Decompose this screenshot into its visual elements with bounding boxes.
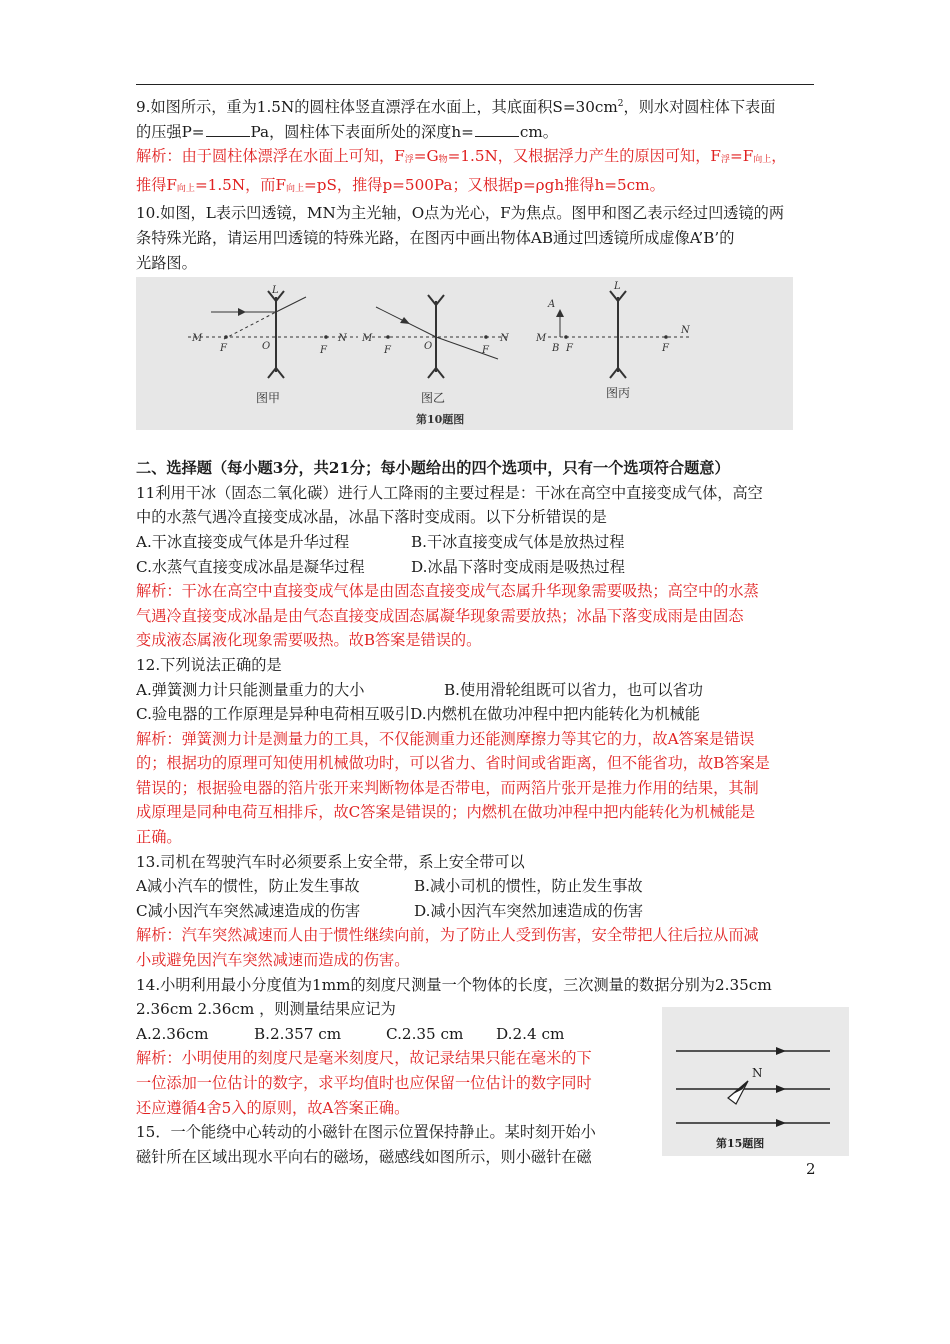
q13-option-a[interactable]: A减小汽车的惯性，防止发生事故 (136, 877, 360, 896)
q14-option-b[interactable]: B.2.357 cm (254, 1024, 342, 1043)
answer-blank-depth[interactable] (475, 120, 519, 137)
q11-answer-line2: 气遇冷直接变成冰晶是由气态直接变成固态属凝华现象需要放热；冰晶下落变成雨是由固态 (136, 606, 744, 625)
jia-arrow (238, 308, 246, 316)
field-arrow-2 (776, 1085, 786, 1093)
q12-answer-line4: 成原理是同种电荷互相排斥，故C答案是错误的；内燃机在做功冲程中把内能转化为机械能是 (136, 803, 756, 822)
q13-answer-line2: 小或避免因汽车突然减速而造成的伤害。 (136, 951, 410, 970)
q11-line2: 中的水蒸气遇冷直接变成冰晶，冰晶下落时变成雨。以下分析错误的是 (136, 508, 607, 527)
jia-label-n: N (338, 333, 347, 345)
yi-label-m: M (362, 333, 373, 345)
yi-lens-bottom (428, 368, 444, 378)
q9-line1: 9.如图所示，重为1.5N的圆柱体竖直漂浮在水面上，其底面积$S=30cm^2$，则水对圆柱体下表面 (136, 98, 776, 116)
q13-option-b[interactable]: B.减小司机的惯性，防止发生事故 (414, 877, 643, 896)
q11-option-c[interactable]: C.水蒸气直接变成冰晶是凝华过程 (136, 557, 365, 576)
header-rule (136, 84, 814, 85)
jia-label-o: O (262, 341, 271, 353)
answer-blank-pressure[interactable] (206, 120, 250, 137)
bing-label-f1: F (566, 343, 573, 355)
compass-label-n: N (752, 1066, 763, 1080)
q13-option-d[interactable]: D.减小因汽车突然加速造成的伤害 (414, 901, 644, 920)
figure-15-compass (662, 1007, 849, 1156)
jia-refracted-ray (276, 297, 306, 312)
q14-answer-line2: 一位添加一位估计的数字，求平均值时也应保留一位估计的数字同时 (136, 1074, 592, 1092)
bing-label-b: B (552, 343, 560, 355)
yi-label-f2: F (482, 345, 489, 357)
q14-line1: 14.小明利用最小分度值为1mm的刻度尺测量一个物体的长度，三次测量的数据分别为2.35cm (136, 975, 772, 994)
bing-label-l: L (614, 281, 621, 293)
figure-15-caption: 第15题图 (716, 1137, 765, 1150)
yi-arrow (400, 317, 410, 324)
yi-caption: 图乙 (421, 391, 446, 406)
jia-caption: 图甲 (256, 391, 281, 406)
q14-option-d[interactable]: D.2.4 cm (496, 1024, 565, 1043)
q15-line1: 15．一个能绕中心转动的小磁针在图示位置保持静止。某时刻开始小 (136, 1123, 596, 1142)
section-2-title: 二、选择题（每小题3分，共21分；每小题给出的四个选项中，只有一个选项符合题意） (136, 459, 730, 478)
bing-label-a: A (548, 299, 556, 311)
bing-object-arrow (556, 309, 564, 317)
q9-line2: 的压强P= Pa，圆柱体下表面所处的深度h= cm。 (136, 120, 816, 145)
q11-answer-line3: 变成液态属液化现象需要吸热。故B答案是错误的。 (136, 631, 482, 650)
q10-line1: 10.如图，L表示凹透镜，MN为主光轴，O点为光心，F为焦点。图甲和图乙表示经过凹透镜的两 (136, 204, 785, 223)
q14-answer-line3: 还应遵循4舍5入的原则，故A答案正确。 (136, 1098, 410, 1117)
q13-options-cd (136, 899, 816, 924)
q12-answer-line1: 解析：弹簧测力计是测量力的工具，不仅能测重力还能测摩擦力等其它的力，故A答案是错误 (136, 729, 755, 748)
yi-lens-top (428, 295, 444, 305)
q15-line2: 磁针所在区域出现水平向右的磁场，磁感线如图所示，则小磁针在磁 (136, 1147, 592, 1166)
field-arrow-1 (776, 1047, 786, 1055)
q9-answer-line2: 推得F向上=1.5N，而F向上=pS，推得p=500Pa；又根据p=ρgh推得h=5cm。 (136, 175, 665, 194)
q11-option-a[interactable]: A.干冰直接变成气体是升华过程 (136, 532, 350, 551)
q14-option-c[interactable]: C.2.35 cm (386, 1024, 464, 1043)
q12-options-cd[interactable]: C.验电器的工作原理是异种电荷相互吸引D.内燃机在做功冲程中把内能转化为机械能 (136, 705, 700, 724)
q14-option-a[interactable]: A.2.36cm (136, 1024, 209, 1043)
jia-label-l: L (272, 285, 279, 297)
q10-line3: 光路图。 (136, 253, 197, 272)
field-arrow-3 (776, 1119, 786, 1127)
q12-option-a[interactable]: A.弹簧测力计只能测量重力的大小 (136, 680, 365, 699)
q13-answer-line1: 解析：汽车突然减速而人由于惯性继续向前，为了防止人受到伤害，安全带把人往后拉从而减 (136, 926, 759, 945)
q13-line1: 13.司机在驾驶汽车时必须要系上安全带，系上安全带可以 (136, 852, 525, 871)
page-number: 2 (806, 1160, 816, 1178)
q12-answer-line5: 正确。 (136, 828, 182, 847)
q13-option-c[interactable]: C减小因汽车突然减速造成的伤害 (136, 901, 361, 920)
bing-label-m: M (536, 333, 547, 345)
yi-label-o: O (424, 341, 433, 353)
figure-10-concave-lens (136, 277, 793, 430)
yi-label-n: N (500, 333, 509, 345)
bing-caption: 图丙 (606, 386, 631, 401)
figure-10-caption: 第10题图 (416, 413, 465, 427)
q12-option-b[interactable]: B.使用滑轮组既可以省力，也可以省功 (444, 680, 703, 699)
q14-answer-line1: 解析：小明使用的刻度尺是毫米刻度尺，故记录结果只能在毫米的下 (136, 1049, 592, 1068)
q11-options-ab (136, 530, 816, 555)
q13-options-ab (136, 874, 816, 899)
jia-extension (224, 312, 276, 339)
jia-label-f1: F (220, 343, 227, 355)
bing-lens-bottom (610, 368, 626, 378)
q12-options-ab (136, 678, 816, 703)
q11-answer-line1: 解析：干冰在高空中直接变成气体是由固态直接变成气态属升华现象需要吸热；高空中的水蒸 (136, 582, 759, 601)
yi-label-f1: F (384, 345, 391, 357)
q9-answer-line1: 解析：由于圆柱体漂浮在水面上可知，F浮=G物=1.5N，又根据浮力产生的原因可知，F浮=F向上， (136, 147, 787, 166)
q10-line2: 条特殊光路，请运用凹透镜的特殊光路，在图丙中画出物体AB通过凹透镜所成虚像A’B’的 (136, 228, 735, 247)
q12-answer-line2: 的；根据功的原理可知使用机械做功时，可以省力、省时间或省距离，但不能省功，故B答案是 (136, 754, 770, 773)
q11-option-d[interactable]: D.冰晶下落时变成雨是吸热过程 (411, 557, 625, 576)
jia-label-m: M (192, 333, 203, 345)
q14-line2: 2.36cm 2.36cm ，则测量结果应记为 (136, 1000, 396, 1019)
q11-line1: 11利用干冰（固态二氧化碳）进行人工降雨的主要过程是：干冰在高空中直接变成气体，高空 (136, 483, 763, 502)
q12-answer-line3: 错误的；根据验电器的箔片张开来判断物体是否带电，而两箔片张开是推力作用的结果，其制 (136, 778, 759, 797)
bing-lens-top (610, 291, 626, 301)
jia-lens-bottom (268, 368, 284, 378)
q11-options-cd (136, 555, 816, 580)
bing-label-n: N (681, 325, 690, 337)
jia-label-f2: F (320, 345, 327, 357)
q12-line1: 12.下列说法正确的是 (136, 655, 282, 674)
bing-label-f2: F (662, 343, 669, 355)
q11-option-b[interactable]: B.干冰直接变成气体是放热过程 (411, 532, 625, 551)
